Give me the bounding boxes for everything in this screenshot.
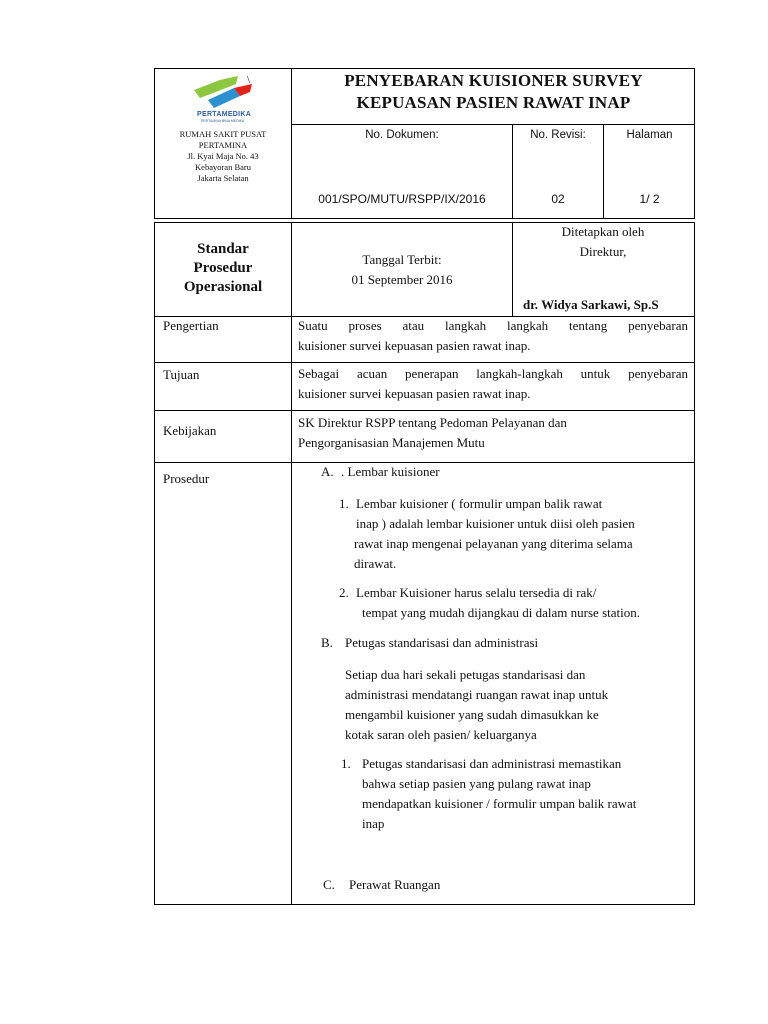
item-b-para-line2: administrasi mendatangi ruangan rawat inap untuk <box>345 687 609 702</box>
approved-line2: Direktur, <box>579 244 627 259</box>
page-value: 1/ 2 <box>639 192 660 206</box>
hospital-name-line2: PERTAMINA <box>198 140 248 150</box>
tujuan-label: Tujuan <box>163 367 200 382</box>
logo-brand: PERTAMEDIKA <box>197 111 252 118</box>
item-a2-marker: 2. <box>339 585 349 600</box>
item-b-title: Petugas standarisasi dan administrasi <box>345 635 539 650</box>
approval-info <box>523 222 683 262</box>
label-column-divider <box>291 222 292 905</box>
tujuan-line1: Sebagai acuan penerapan langkah-langkah untuk penyebaran <box>298 366 688 381</box>
item-b-marker: B. <box>321 635 333 650</box>
issued-info <box>292 250 512 290</box>
logo-tagline: PERTAMINA BINA MEDIKA <box>201 119 245 123</box>
item-b-para-line1: Setiap dua hari sekali petugas standarisasi dan <box>345 667 586 682</box>
item-b1-line3: mendapatkan kuisioner / formulir umpan balik rawat <box>362 796 637 811</box>
address-line1: Jl. Kyai Maja No. 43 <box>187 151 259 161</box>
item-a2-line1: Lembar Kuisioner harus selalu tersedia di rak/ <box>356 585 597 600</box>
row-divider <box>154 410 695 411</box>
kebijakan-label: Kebijakan <box>163 423 217 438</box>
approved-line1: Ditetapkan oleh <box>561 224 645 239</box>
item-a1-line4: dirawat. <box>354 556 397 571</box>
item-b1-line4: inap <box>362 816 385 831</box>
item-c-marker: C. <box>323 877 335 892</box>
item-a1-line2: inap ) adalah lembar kuisioner untuk diisi oleh pasien <box>356 516 635 531</box>
document-title <box>292 70 695 114</box>
revision-label: No. Revisi: <box>530 129 586 141</box>
kebijakan-line1: SK Direktur RSPP tentang Pedoman Pelayanan dan <box>298 415 567 430</box>
item-a-title: . Lembar kuisioner <box>341 464 440 479</box>
pengertian-line1: Suatu proses atau langkah langkah tentang penyebaran <box>298 318 688 333</box>
page-label: Halaman <box>626 129 673 141</box>
item-a-marker: A. <box>321 464 334 479</box>
revision-value: 02 <box>551 192 565 206</box>
pengertian-label: Pengertian <box>163 318 219 333</box>
item-a1-marker: 1. <box>339 496 349 511</box>
issued-date: 01 September 2016 <box>351 272 453 287</box>
item-a1-line3: rawat inap mengenai pelayanan yang diterima selama <box>354 536 633 551</box>
row-divider <box>154 362 695 363</box>
header-divider <box>291 124 695 125</box>
item-b-paragraph <box>345 665 685 745</box>
pengertian-line2: kuisioner survei kepuasan pasien rawat inap. <box>298 338 531 353</box>
item-a2-line2: tempat yang mudah dijangkau di dalam nurse station. <box>362 605 640 620</box>
approval-divider <box>512 222 513 316</box>
item-b1-text <box>362 754 692 834</box>
sop-label <box>156 240 290 297</box>
pengertian-text <box>298 316 688 356</box>
tujuan-line2: kuisioner survei kepuasan pasien rawat inap. <box>298 386 531 401</box>
hospital-name-line1: RUMAH SAKIT PUSAT <box>179 129 267 139</box>
sop-label-line2: Prosedur <box>193 260 253 276</box>
hospital-info <box>156 129 290 184</box>
sop-label-line3: Operasional <box>183 279 263 295</box>
item-a1-line1: Lembar kuisioner ( formulir umpan balik rawat <box>356 496 603 511</box>
title-line1: PENYEBARAN KUISIONER SURVEY <box>344 71 643 90</box>
item-b1-line2: bahwa setiap pasien yang pulang rawat inap <box>362 776 591 791</box>
item-a2-text <box>356 583 691 623</box>
address-line3: Jakarta Selatan <box>197 173 249 183</box>
prosedur-label: Prosedur <box>163 471 210 486</box>
title-line2: KEPUASAN PASIEN RAWAT INAP <box>356 93 631 112</box>
pertamedika-logo <box>190 74 254 114</box>
item-b1-line1: Petugas standarisasi dan administrasi memastikan <box>362 756 622 771</box>
doc-number-label: No. Dokumen: <box>365 129 439 141</box>
item-b-para-line4: kotak saran oleh pasien/ keluarganya <box>345 727 537 742</box>
issued-label: Tanggal Terbit: <box>362 252 442 267</box>
item-b1-marker: 1. <box>341 756 351 771</box>
doc-number-value: 001/SPO/MUTU/RSPP/IX/2016 <box>318 192 486 206</box>
item-c-title: Perawat Ruangan <box>349 877 441 892</box>
kebijakan-line2: Pengorganisasian Manajemen Mutu <box>298 435 485 450</box>
kebijakan-text <box>298 413 688 453</box>
director-name: dr. Widya Sarkawi, Sp.S <box>523 297 659 312</box>
sop-label-line1: Standar <box>197 241 249 257</box>
corner-mark: \ <box>247 74 251 86</box>
item-a1-text <box>356 494 691 574</box>
tujuan-text <box>298 364 688 404</box>
item-b-para-line3: mengambil kuisioner yang sudah dimasukkan ke <box>345 707 599 722</box>
address-line2: Kebayoran Baru <box>195 162 251 172</box>
